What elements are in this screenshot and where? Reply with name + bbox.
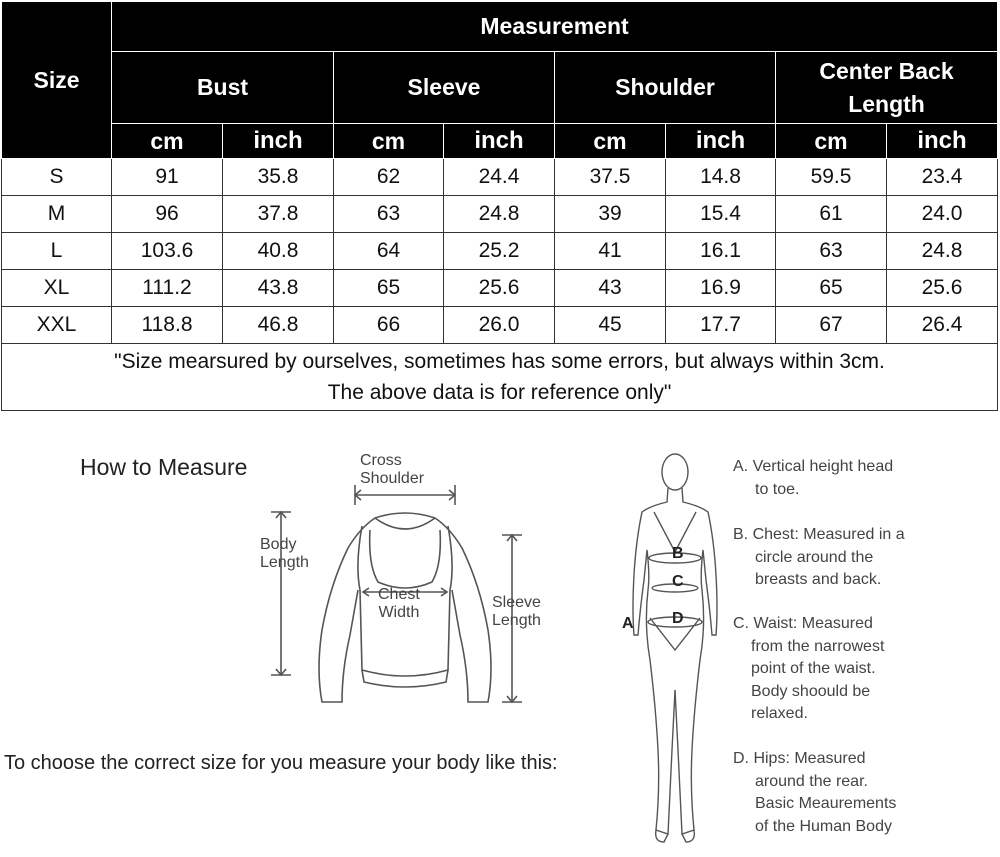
table-cell: 67 bbox=[776, 307, 887, 344]
disclaimer-note bbox=[2, 344, 998, 411]
figure-letter-a: A bbox=[622, 615, 634, 632]
table-cell: 66 bbox=[334, 307, 444, 344]
table-cell: 61 bbox=[776, 196, 887, 233]
size-label: L bbox=[2, 233, 112, 270]
table-cell: 15.4 bbox=[666, 196, 776, 233]
table-cell: 63 bbox=[334, 196, 444, 233]
unit-inch: inch bbox=[666, 124, 776, 159]
table-cell: 43.8 bbox=[223, 270, 334, 307]
table-cell: 63 bbox=[776, 233, 887, 270]
size-label: XL bbox=[2, 270, 112, 307]
table-cell: 111.2 bbox=[112, 270, 223, 307]
table-cell: 45 bbox=[555, 307, 666, 344]
table-cell: 25.2 bbox=[444, 233, 555, 270]
table-cell: 39 bbox=[555, 196, 666, 233]
table-cell: 65 bbox=[776, 270, 887, 307]
table-row bbox=[2, 270, 998, 307]
unit-inch: inch bbox=[444, 124, 555, 159]
table-row bbox=[2, 233, 998, 270]
center-back-length-header: Center Back Length bbox=[776, 52, 998, 124]
table-cell: 35.8 bbox=[223, 159, 334, 196]
definition-a: A. Vertical height head to toe. bbox=[733, 458, 894, 498]
definition-d: D. Hips: Measured around the rear. Basic Meaurements of the Human Body bbox=[733, 750, 897, 835]
choose-size-instruction: To choose the correct size for you measure your body like this: bbox=[4, 752, 558, 774]
table-cell: 17.7 bbox=[666, 307, 776, 344]
table-cell: 24.4 bbox=[444, 159, 555, 196]
unit-inch: inch bbox=[223, 124, 334, 159]
table-cell: 24.8 bbox=[887, 233, 998, 270]
unit-cm: cm bbox=[776, 124, 887, 159]
unit-inch: inch bbox=[887, 124, 998, 159]
table-cell: 46.8 bbox=[223, 307, 334, 344]
size-label: XXL bbox=[2, 307, 112, 344]
table-row bbox=[2, 307, 998, 344]
sleeve-length-label: Sleeve Length bbox=[492, 594, 541, 629]
table-cell: 37.5 bbox=[555, 159, 666, 196]
table-cell: 14.8 bbox=[666, 159, 776, 196]
definition-b: B. Chest: Measured in a circle around the breasts and back. bbox=[733, 526, 905, 588]
table-cell: 43 bbox=[555, 270, 666, 307]
unit-cm: cm bbox=[112, 124, 223, 159]
table-cell: 118.8 bbox=[112, 307, 223, 344]
unit-cm: cm bbox=[334, 124, 444, 159]
size-label: M bbox=[2, 196, 112, 233]
table-cell: 91 bbox=[112, 159, 223, 196]
table-cell: 37.8 bbox=[223, 196, 334, 233]
table-cell: 40.8 bbox=[223, 233, 334, 270]
size-label: S bbox=[2, 159, 112, 196]
table-cell: 24.0 bbox=[887, 196, 998, 233]
size-chart-table bbox=[1, 1, 998, 411]
table-cell: 62 bbox=[334, 159, 444, 196]
table-row bbox=[2, 196, 998, 233]
sleeve-header: Sleeve bbox=[334, 52, 555, 124]
definition-c: C. Waist: Measured from the narrowest point of the waist. Body shoould be relaxed. bbox=[733, 615, 885, 722]
how-to-measure-section bbox=[0, 410, 1000, 857]
table-cell: 25.6 bbox=[444, 270, 555, 307]
human-body-figure-icon bbox=[620, 450, 730, 855]
table-cell: 23.4 bbox=[887, 159, 998, 196]
table-cell: 26.4 bbox=[887, 307, 998, 344]
note-line-1: "Size mearsured by ourselves, sometimes has some errors, but always within 3cm. bbox=[114, 350, 885, 373]
figure-letter-c: C bbox=[672, 573, 684, 590]
table-cell: 41 bbox=[555, 233, 666, 270]
table-cell: 24.8 bbox=[444, 196, 555, 233]
how-to-measure-title: How to Measure bbox=[80, 454, 248, 480]
table-cell: 96 bbox=[112, 196, 223, 233]
note-row bbox=[2, 344, 998, 411]
size-header: Size bbox=[2, 2, 112, 159]
table-cell: 25.6 bbox=[887, 270, 998, 307]
table-cell: 26.0 bbox=[444, 307, 555, 344]
note-line-2: The above data is for reference only" bbox=[327, 381, 672, 404]
figure-letter-b: B bbox=[672, 545, 684, 562]
figure-letter-d: D bbox=[672, 610, 684, 627]
table-cell: 103.6 bbox=[112, 233, 223, 270]
table-row bbox=[2, 159, 998, 196]
bust-header: Bust bbox=[112, 52, 334, 124]
body-length-label: Body Length bbox=[260, 536, 309, 571]
cross-shoulder-label: Cross Shoulder bbox=[360, 452, 425, 487]
table-cell: 16.9 bbox=[666, 270, 776, 307]
table-cell: 16.1 bbox=[666, 233, 776, 270]
unit-cm: cm bbox=[555, 124, 666, 159]
shoulder-header: Shoulder bbox=[555, 52, 776, 124]
chest-width-label: Chest Width bbox=[378, 586, 420, 621]
table-cell: 64 bbox=[334, 233, 444, 270]
table-cell: 65 bbox=[334, 270, 444, 307]
table-cell: 59.5 bbox=[776, 159, 887, 196]
measurement-header: Measurement bbox=[112, 2, 998, 52]
